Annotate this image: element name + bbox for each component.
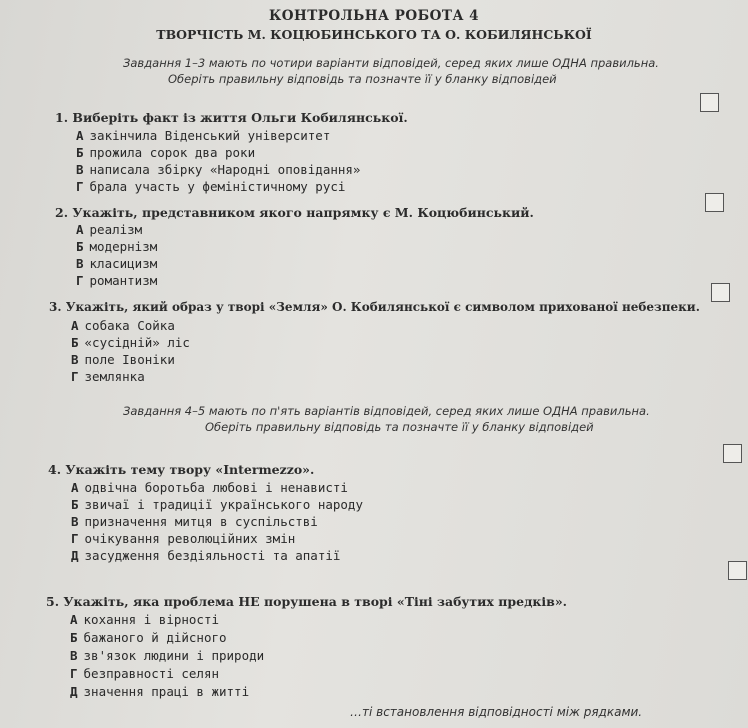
answer-box-5[interactable] xyxy=(728,561,747,580)
option-3-a: А собака Сойка xyxy=(71,318,175,333)
page-title: КОНТРОЛЬНА РОБОТА 4 xyxy=(268,8,480,24)
instruction-2-line-1: Завдання 4–5 мають по п'ять варіантів відповідей, серед яких лише ОДНА правильна. xyxy=(123,404,650,418)
option-5-d: Г безправності селян xyxy=(70,666,219,681)
option-4-e: Д засудження бездіяльності та апатії xyxy=(71,548,341,563)
option-1-b: Б прожила сорок два роки xyxy=(76,145,256,160)
option-5-b: Б бажаного й дійсного xyxy=(70,630,227,645)
question-4: 4. Укажіть тему твору «Intermezzo». xyxy=(48,462,315,477)
option-3-d: Г землянка xyxy=(71,369,145,384)
option-1-a: А закінчила Віденський університет xyxy=(76,128,331,143)
footer-text: …ті встановлення відповідності між рядками. xyxy=(350,705,643,719)
option-1-c: В написала збірку «Народні оповідання» xyxy=(76,162,361,177)
instruction-1-line-1: Завдання 1–3 мають по чотири варіанти відповідей, серед яких лише ОДНА правильна. xyxy=(123,56,659,70)
instruction-2-line-2: Оберіть правильну відповідь та позначте її у бланку відповідей xyxy=(205,420,594,434)
option-5-c: В зв'язок людини і природи xyxy=(70,648,265,663)
answer-box-3[interactable] xyxy=(711,283,730,302)
page-subtitle: ТВОРЧІСТЬ М. КОЦЮБИНСЬКОГО ТА О. КОБИЛЯНСЬКОЇ xyxy=(156,27,592,42)
option-3-b: Б «сусідній» ліс xyxy=(71,335,190,350)
option-5-e: Д значення праці в житті xyxy=(70,684,250,699)
answer-box-4[interactable] xyxy=(723,444,742,463)
answer-box-1[interactable] xyxy=(700,93,719,112)
option-2-d: Г романтизм xyxy=(76,273,158,288)
option-4-a: А одвічна боротьба любові і ненависті xyxy=(71,480,348,495)
option-4-b: Б звичаї і традиції українського народу xyxy=(71,497,363,512)
option-4-c: В призначення митця в суспільстві xyxy=(71,514,318,529)
question-1: 1. Виберіть факт із життя Ольги Кобилянської. xyxy=(55,110,408,125)
option-2-a: А реалізм xyxy=(76,222,143,237)
answer-box-2[interactable] xyxy=(705,193,724,212)
option-4-d: Г очікування революційних змін xyxy=(71,531,296,546)
instruction-1-line-2: Оберіть правильну відповідь та позначте її у бланку відповідей xyxy=(168,72,557,86)
question-2: 2. Укажіть, представником якого напрямку є М. Коцюбинський. xyxy=(55,205,534,220)
option-5-a: А кохання і вірності xyxy=(70,612,219,627)
option-3-c: В поле Івоніки xyxy=(71,352,175,367)
question-5: 5. Укажіть, яка проблема НЕ порушена в творі «Тіні забутих предків». xyxy=(46,594,568,609)
option-2-b: Б модернізм xyxy=(76,239,158,254)
question-3: 3. Укажіть, який образ у творі «Земля» О. Кобилянської є символом прихованої небезпеки. xyxy=(49,300,700,314)
option-2-c: В класицизм xyxy=(76,256,158,271)
option-1-d: Г брала участь у феміністичному русі xyxy=(76,179,346,194)
